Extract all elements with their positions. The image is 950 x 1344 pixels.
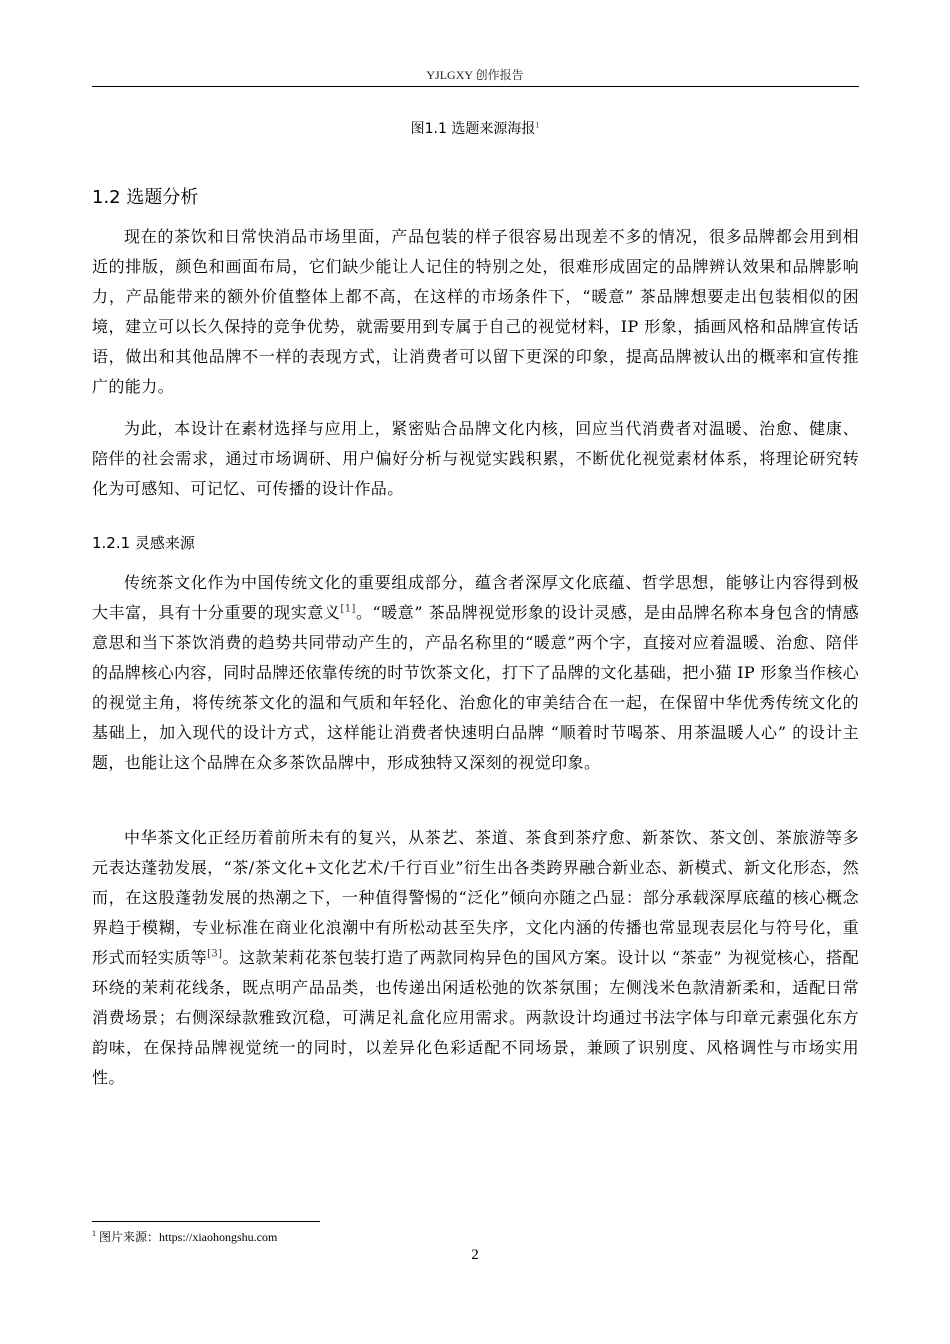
footnote-text: 图片来源：https://xiaohongshu.com (99, 1230, 278, 1244)
figure-caption (0, 118, 950, 138)
paragraph (92, 568, 859, 778)
footnote-ref: 1 (535, 120, 540, 130)
running-header: YJLGXY 创作报告 (426, 68, 524, 82)
citation: [3] (207, 948, 223, 960)
citation: [1] (340, 603, 356, 615)
footnote-marker: 1 (92, 1229, 96, 1238)
section-heading: 1.2 选题分析 (92, 187, 199, 208)
paragraph (92, 823, 859, 1093)
paragraph-text: 中华茶文化正经历着前所未有的复兴，从茶艺、茶道、茶食到茶疗愈、新茶饮、茶文创、茶旅游等多元表达蓬勃发展，“茶/茶文化+文化艺术/千行百业”衍生出各类跨界融合新业态、新模式、新文化形态，然而，在这股蓬勃发展的热潮之下，一种值得警惕的“泛化”倾向亦随之凸显：部分承载深厚底蕴的核心概念界趋于模糊，专业标准在商业化浪潮中有所松动甚至失序，文化内涵的传播也常显现表层化与符号化，重形式而轻实质等 (92, 828, 859, 967)
footnote (92, 1228, 277, 1245)
page-number: 2 (471, 1247, 479, 1263)
figure-caption-text: 图1.1 选题来源海报 (410, 121, 536, 137)
paragraph-text: 。“暖意” 茶品牌视觉形象的设计灵感，是由品牌名称本身包含的情感意思和当下茶饮消费的趋势共同带动产生的，产品名称里的“暖意”两个字，直接对应着温暖、治愈、陪伴的品牌核心内容，同时品牌还依靠传统的时节饮茶文化，打下了品牌的文化基础，把小猫 IP 形象当作核心的视觉主角，将传统茶文化的温和气质和年轻化、治愈化的审美结合在一起，在保留中华优秀传统文化的基础上，加入现代的设计方式，这样能让消费者快速明白品牌 “顺着时节喝茶、用茶温暖人心” 的设计主题，也能让这个品牌在众多茶饮品牌中，形成独特又深刻的视觉印象。 (92, 603, 859, 772)
paragraph: 现在的茶饮和日常快消品市场里面，产品包装的样子很容易出现差不多的情况，很多品牌都会用到相近的排版，颜色和画面布局，它们缺少能让人记住的特别之处，很难形成固定的品牌辨认效果和品牌影响力，产品能带来的额外价值整体上都不高，在这样的市场条件下，“暖意” 茶品牌想要走出包装相似的困境，建立可以长久保持的竞争优势，就需要用到专属于自己的视觉材料，IP 形象，插画风格和品牌宣传话语，做出和其他品牌不一样的表现方式，让消费者可以留下更深的印象，提高品牌被认出的概率和宣传推广的能力。 (92, 227, 859, 396)
paragraph-text: 传统茶文化作为中国传统文化的重要组成部分，蕴含者深厚文化底蕴、哲学思想，能够让内容得到极大丰富，具有十分重要的现实意义 (92, 573, 859, 622)
header-rule (92, 86, 859, 87)
paragraph: 为此，本设计在素材选择与应用上，紧密贴合品牌文化内核，回应当代消费者对温暖、治愈、健康、陪伴的社会需求，通过市场调研、用户偏好分析与视觉实践积累，不断优化视觉素材体系，将理论研究转化为可感知、可记忆、可传播的设计作品。 (92, 419, 859, 498)
footnote-rule (92, 1221, 320, 1222)
subsection-heading: 1.2.1 灵感来源 (92, 534, 195, 552)
paragraph-text: 。这款茉莉花茶包装打造了两款同构异色的国风方案。设计以 “茶壶” 为视觉核心，搭配环绕的茉莉花线条，既点明产品品类，也传递出闲适松弛的饮茶氛围；左侧浅米色款清新柔和，适配日常消费场景；右侧深绿款雅致沉稳，可满足礼盒化应用需求。两款设计均通过书法字体与印章元素强化东方韵味，在保持品牌视觉统一的同时，以差异化色彩适配不同场景，兼顾了识别度、风格调性与市场实用性。 (92, 948, 859, 1087)
